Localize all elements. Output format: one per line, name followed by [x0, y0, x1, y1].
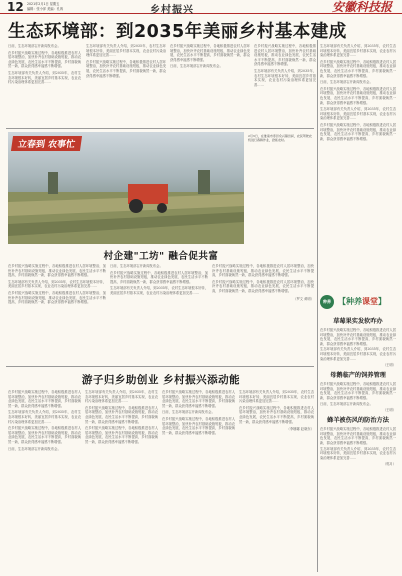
lead-paragraph: 生态环境部有关负责人介绍，到2035年，农村生态环境根本好转，美丽宜居乡村基本实现，农业农村污染治理体系更加完善…… [320, 44, 396, 58]
story3-paragraph: 生态环境部有关负责人介绍，到2035年，农村生态环境根本好转，美丽宜居乡村基本实现，农业农村污染治理体系更加完善…… [8, 410, 81, 424]
lead-paragraph: 在乡村振兴战略实施过程中，各地积极推进农村人居环境整治，加快补齐农村基础设施短板，推动农业绿色发展，农民生活水平不断提高，乡村面貌焕然一新，群众获得感幸福感不断增强。 [170, 44, 250, 62]
story3-paragraph: 生态环境部有关负责人介绍，到2035年，农村生态环境根本好转，美丽宜居乡村基本实现，农业农村污染治理体系更加完善…… [85, 390, 158, 404]
lead-paragraph: 生态环境部有关负责人介绍，到2035年，农村生态环境根本好转，美丽宜居乡村基本实现，农业农村污染治理体系更加完善…… [320, 107, 396, 121]
article1-title: 草莓果实发软咋办 [333, 318, 383, 325]
article2-byline: （王明） [382, 408, 396, 413]
right-lead-column [320, 44, 396, 280]
lead-paragraph: 在乡村振兴战略实施过程中，各地积极推进农村人居环境整治，加快补齐农村基础设施短板，推动农业绿色发展，农民生活水平不断提高，乡村面貌焕然一新，群众获得感幸福感不断增强。 [320, 86, 396, 105]
story2-paragraph: 在乡村振兴战略实施过程中，各地积极推进农村人居环境整治，加快补齐农村基础设施短板，推动农业绿色发展，农民生活水平不断提高，乡村面貌焕然一新，群众获得感幸福感不断增强。 [8, 264, 106, 278]
article2-paragraph: 日前，生态环境部召开新闻发布会。 [320, 401, 373, 406]
kecang-title: 【种养课堂】 [338, 297, 386, 306]
section-title: 乡村振兴 [150, 5, 194, 16]
article3-byline: （郭月） [382, 462, 396, 467]
story2-paragraph: 日前，生态环境部召开新闻发布会。 [110, 264, 163, 268]
story2-paragraph: 在乡村振兴战略实施过程中，各地积极推进农村人居环境整治，加快补齐农村基础设施短板，推动农业绿色发展，农民生活水平不断提高，乡村面貌焕然一新，群众获得感幸福感不断增强。 [212, 279, 314, 293]
story3-byline: （李娜娜 赵晓东） [286, 427, 314, 432]
newspaper-logo: 安徽科技报 [331, 0, 392, 14]
lead-column [170, 44, 250, 124]
section-divider [6, 128, 314, 129]
photo-badge: 立春到 农事忙 [11, 136, 82, 151]
story3-paragraph: 在乡村振兴战略实施过程中，各地积极推进农村人居环境整治，加快补齐农村基础设施短板，推动农业绿色发展，农民生活水平不断提高，乡村面貌焕然一新，群众获得感幸福感不断增强。 [162, 390, 235, 408]
article2-title: 母鹅临产的饲养管理 [330, 372, 386, 380]
article1-byline: （王明） [382, 363, 396, 368]
lead-paragraph: 生态环境部有关负责人介绍，到2035年，农村生态环境根本好转，美丽宜居乡村基本实现，农业农村污染治理体系更加完善…… [8, 70, 81, 85]
story2-paragraph: 生态环境部有关负责人介绍，到2035年，农村生态环境根本好转，美丽宜居乡村基本实现，农业农村污染治理体系更加完善…… [110, 286, 208, 295]
story3-paragraph: 日前，生态环境部召开新闻发布会。 [8, 446, 61, 451]
headline: 生态环境部：到2035年美丽乡村基本建成 [8, 22, 347, 42]
article3-paragraph: 在乡村振兴战略实施过程中，各地积极推进农村人居环境整治，加快补齐农村基础设施短板，推动农业绿色发展，农民生活水平不断提高，乡村面貌焕然一新，群众获得感幸福感不断增强。 [320, 427, 396, 445]
story3-paragraph: 日前，生态环境部召开新闻发布会。 [162, 410, 215, 415]
article3-paragraph: 生态环境部有关负责人介绍，到2035年，农村生态环境根本好转，美丽宜居乡村基本实现，农业农村污染治理体系更加完善…… [320, 446, 396, 460]
story2-paragraph: 在乡村振兴战略实施过程中，各地积极推进农村人居环境整治，加快补齐农村基础设施短板，推动农业绿色发展，农民生活水平不断提高，乡村面貌焕然一新，群众获得感幸福感不断增强。 [212, 264, 314, 278]
lead-column [8, 44, 81, 124]
story3-paragraph: 在乡村振兴战略实施过程中，各地积极推进农村人居环境整治，加快补齐农村基础设施短板，推动农业绿色发展，农民生活水平不断提高，乡村面貌焕然一新，群众获得感幸福感不断增强。 [239, 405, 314, 424]
story3-paragraph: 在乡村振兴战略实施过程中，各地积极推进农村人居环境整治，加快补齐农村基础设施短板，推动农业绿色发展，农民生活水平不断提高，乡村面貌焕然一新，群众获得感幸福感不断增强。 [162, 416, 235, 435]
lead-paragraph: 在乡村振兴战略实施过程中，各地积极推进农村人居环境整治，加快补齐农村基础设施短板，推动农业绿色发展，农民生活水平不断提高，乡村面貌焕然一新，群众获得感幸福感不断增强。 [320, 59, 396, 78]
story3-column [85, 390, 158, 572]
lead-paragraph: 在乡村振兴战略实施过程中，各地积极推进农村人居环境整治，加快补齐农村基础设施短板，推动农业绿色发展，农民生活水平不断提高，乡村面貌焕然一新，群众获得感幸福感不断增强。 [254, 44, 316, 67]
story2-column [110, 264, 208, 360]
lead-paragraph: 日前，生态环境部召开新闻发布会。 [8, 44, 61, 48]
story3-paragraph: 在乡村振兴战略实施过程中，各地积极推进农村人居环境整治，加快补齐农村基础设施短板，推动农业绿色发展，农民生活水平不断提高，乡村面貌焕然一新，群众获得感幸福感不断增强。 [8, 426, 81, 444]
kecang-column-header [320, 293, 396, 310]
story3-title: 游子归乡助创业 乡村振兴添动能 [81, 374, 241, 386]
story2-column [212, 264, 314, 360]
story2-paragraph: 在乡村振兴战略实施过程中，各地积极推进农村人居环境整治，加快补齐农村基础设施短板，推动农业绿色发展，农民生活水平不断提高，乡村面貌焕然一新，群众获得感幸福感不断增强。 [8, 290, 106, 305]
page-number: 12 [7, 0, 24, 14]
column-divider [317, 40, 318, 572]
article2-paragraph: 在乡村振兴战略实施过程中，各地积极推进农村人居环境整治，加快补齐农村基础设施短板，推动农业绿色发展，农民生活水平不断提高，乡村面貌焕然一新，群众获得感幸福感不断增强。 [320, 382, 396, 400]
story3-column [8, 390, 81, 572]
news-photo [8, 132, 244, 244]
issue-meta: 2021年2月1日 星期五 编辑：张小萍 美编：孔苒 [27, 2, 64, 11]
story2-title: 村企建"工坊" 融合促共富 [103, 251, 219, 262]
lead-paragraph: 在乡村振兴战略实施过程中，各地积极推进农村人居环境整治，加快补齐农村基础设施短板，推动农业绿色发展，农民生活水平不断提高，乡村面貌焕然一新，群众获得感幸福感不断增强。 [86, 59, 166, 78]
story3-paragraph: 生态环境部有关负责人介绍，到2035年，农村生态环境根本好转，美丽宜居乡村基本实现，农业农村污染治理体系更加完善…… [239, 390, 314, 404]
section-divider [6, 366, 314, 367]
story2-column [8, 264, 106, 360]
story3-paragraph: 在乡村振兴战略实施过程中，各地积极推进农村人居环境整治，加快补齐农村基础设施短板，推动农业绿色发展，农民生活水平不断提高，乡村面貌焕然一新，群众获得感幸福感不断增强。 [85, 426, 158, 444]
story2-paragraph: 生态环境部有关负责人介绍，到2035年，农村生态环境根本好转，美丽宜居乡村基本实现，农业农村污染治理体系更加完善…… [8, 279, 106, 289]
kecang-column [320, 314, 396, 572]
article1-paragraph: 生态环境部有关负责人介绍，到2035年，农村生态环境根本好转，美丽宜居乡村基本实现，农业农村污染治理体系更加完善…… [320, 347, 396, 361]
photo-caption: 2月3日，在淮南市寿县众兴镇田间，农民驾驶农机进行春耕作业，抢抓农时。 [248, 134, 312, 143]
lead-paragraph: 日前，生态环境部召开新闻发布会。 [170, 64, 223, 69]
story3-paragraph: 在乡村振兴战略实施过程中，各地积极推进农村人居环境整治，加快补齐农村基础设施短板，推动农业绿色发展，农民生活水平不断提高，乡村面貌焕然一新，群众获得感幸福感不断增强。 [85, 405, 158, 424]
lead-paragraph: 在乡村振兴战略实施过程中，各地积极推进农村人居环境整治，加快补齐农村基础设施短板，推动农业绿色发展，农民生活水平不断提高，乡村面貌焕然一新，群众获得感幸福感不断增强。 [320, 122, 396, 141]
lead-paragraph: 在乡村振兴战略实施过程中，各地积极推进农村人居环境整治，加快补齐农村基础设施短板，推动农业绿色发展，农民生活水平不断提高，乡村面貌焕然一新，群众获得感幸福感不断增强。 [8, 50, 81, 69]
lead-column [86, 44, 166, 124]
lead-paragraph: 日前，生态环境部召开新闻发布会。 [320, 80, 373, 85]
lead-column [254, 44, 316, 124]
page-header [0, 0, 402, 14]
story3-paragraph: 在乡村振兴战略实施过程中，各地积极推进农村人居环境整治，加快补齐农村基础设施短板，推动农业绿色发展，农民生活水平不断提高，乡村面貌焕然一新，群众获得感幸福感不断增强。 [8, 390, 81, 408]
lead-paragraph: 生态环境部有关负责人介绍，到2035年，农村生态环境根本好转，美丽宜居乡村基本实现，农业农村污染治理体系更加完善…… [86, 44, 166, 58]
leaf-icon: 种养 [320, 295, 334, 309]
story3-column [162, 390, 235, 572]
article3-title: 蜂羊被伤风的防治方法 [327, 417, 389, 425]
story2-paragraph: 在乡村振兴战略实施过程中，各地积极推进农村人居环境整治，加快补齐农村基础设施短板，推动农业绿色发展，农民生活水平不断提高，乡村面貌焕然一新，群众获得感幸福感不断增强。 [110, 270, 208, 284]
story2-byline: （罗文 黄明） [293, 296, 314, 301]
lead-paragraph: 生态环境部有关负责人介绍，到2035年，农村生态环境根本好转，美丽宜居乡村基本实现，农业农村污染治理体系更加完善…… [254, 68, 316, 87]
story3-column [239, 390, 314, 572]
article1-paragraph: 在乡村振兴战略实施过程中，各地积极推进农村人居环境整治，加快补齐农村基础设施短板，推动农业绿色发展，农民生活水平不断提高，乡村面貌焕然一新，群众获得感幸福感不断增强。 [320, 328, 396, 346]
